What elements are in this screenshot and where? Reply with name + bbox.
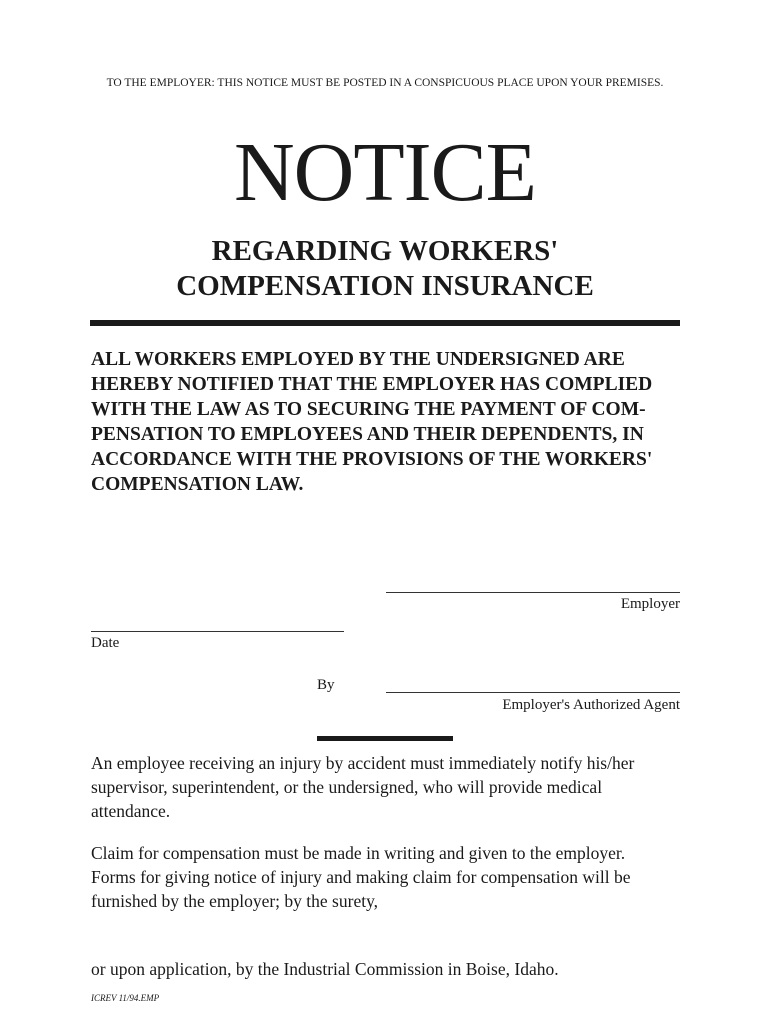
claim-paragraph [91,841,691,913]
injury-paragraph [91,751,691,823]
declaration-line: ACCORDANCE WITH THE PROVISIONS OF THE WORKERS' [91,449,653,470]
subtitle-line-2: COMPENSATION INSURANCE [176,270,594,302]
application-paragraph: or upon application, by the Industrial Commission in Boise, Idaho. [91,959,559,979]
paragraph-line: attendance. [91,801,171,821]
form-revision-code: ICREV 11/94.EMP [91,993,160,1003]
declaration-line: WITH THE LAW AS TO SECURING THE PAYMENT OF COM- [91,399,646,420]
authorized-agent-label: Employer's Authorized Agent [502,697,680,713]
posting-instruction: TO THE EMPLOYER: THIS NOTICE MUST BE POSTED IN A CONSPICUOUS PLACE UPON YOUR PREMISES. [106,77,664,89]
employer-signature-line [386,592,680,593]
by-label: By [317,677,335,693]
paragraph-line: An employee receiving an injury by accident must immediately notify his/her [91,753,635,773]
notice-title: NOTICE [234,126,536,219]
paragraph-line: Forms for giving notice of injury and making claim for compensation will be [91,867,631,887]
declaration-line: PENSATION TO EMPLOYEES AND THEIR DEPENDENTS, IN [91,424,644,445]
declaration-line: ALL WORKERS EMPLOYED BY THE UNDERSIGNED ARE [91,349,625,370]
employer-label: Employer [620,596,680,612]
declaration-line: HEREBY NOTIFIED THAT THE EMPLOYER HAS COMPLIED [91,374,653,395]
compliance-declaration [91,347,691,497]
date-signature-line [91,631,344,632]
agent-signature-line [386,692,680,693]
paragraph-line: supervisor, superintendent, or the undersigned, who will provide medical [91,777,603,797]
paragraph-line: furnished by the employer; by the surety, [91,891,379,911]
date-label: Date [91,635,120,651]
short-divider [317,736,453,741]
declaration-line: COMPENSATION LAW. [91,474,304,495]
paragraph-line: Claim for compensation must be made in writing and given to the employer. [91,843,626,863]
thick-divider [90,320,680,326]
notice-subtitle [0,234,770,304]
subtitle-line-1: REGARDING WORKERS' [211,235,559,267]
